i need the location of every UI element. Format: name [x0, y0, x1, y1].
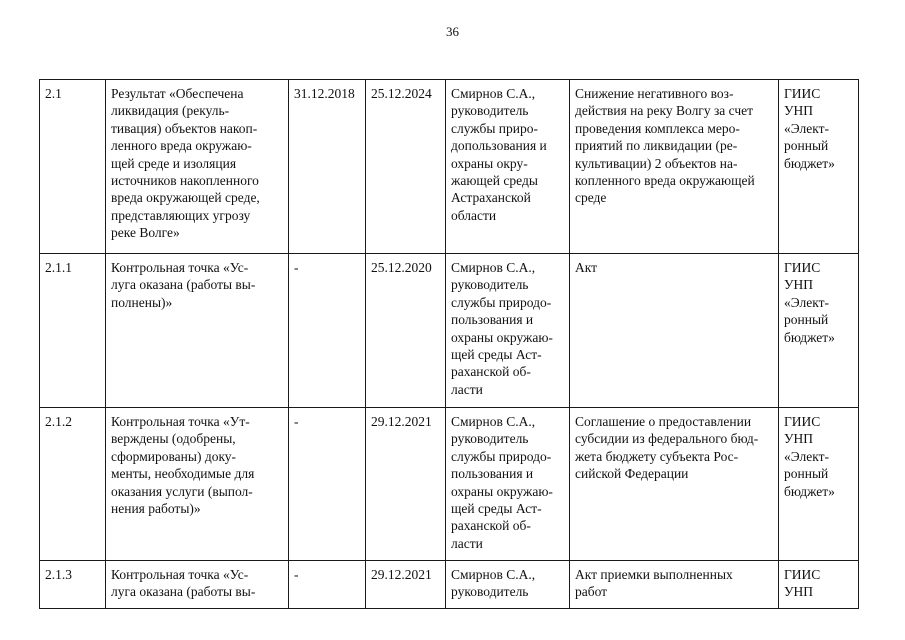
cell-text: 2.1.1 [45, 260, 72, 275]
cell-line: представляющих угрозу [111, 207, 251, 223]
start-date-cell [289, 561, 366, 609]
cell-text: 2.1.2 [45, 414, 72, 429]
cell-line: копленного вреда окружающей [575, 173, 755, 189]
cell-line: охраны окружаю- [451, 329, 553, 345]
result-cell [570, 254, 779, 408]
item-number-cell [40, 561, 106, 609]
cell-text: - [294, 567, 299, 582]
cell-line: среде [575, 190, 607, 206]
cell-line: верждены (одобрены, [111, 431, 236, 447]
plan-table [39, 79, 859, 609]
cell-line: проведения комплекса меро- [575, 120, 740, 136]
item-name-cell [106, 561, 289, 609]
cell-line: Контрольная точка «Ут- [111, 414, 250, 429]
cell-line: ГИИС [784, 260, 821, 275]
cell-line: щей среды Аст- [451, 347, 542, 363]
cell-line: бюджет» [784, 329, 835, 345]
cell-line: Результат «Обеспечена [111, 86, 244, 101]
item-number-cell [40, 408, 106, 561]
cell-line: субсидии из федерального бюд- [575, 431, 759, 447]
cell-line: Контрольная точка «Ус- [111, 260, 249, 275]
end-date-cell [366, 561, 446, 609]
info-system-cell [779, 80, 859, 254]
cell-line: щей среде и изоляция [111, 155, 237, 171]
cell-line: Акт [575, 260, 598, 275]
cell-text: 2.1.3 [45, 567, 72, 582]
cell-line: менты, необходимые для [111, 466, 255, 482]
cell-line: жета бюджету субъекта Рос- [575, 448, 739, 464]
cell-line: Соглашение о предоставлении [575, 414, 752, 429]
cell-line: приятий по ликвидации (ре- [575, 138, 738, 154]
cell-line: Смирнов С.А., [451, 260, 536, 275]
start-date-cell [289, 80, 366, 254]
cell-line: «Элект- [784, 294, 829, 310]
cell-line: области [451, 207, 497, 223]
info-system-cell [779, 561, 859, 609]
cell-text: - [294, 260, 299, 275]
cell-line: «Элект- [784, 448, 829, 464]
cell-line: нения работы)» [111, 501, 201, 517]
cell-line: культивации) 2 объектов на- [575, 155, 738, 171]
cell-line: Контрольная точка «Ус- [111, 567, 249, 582]
cell-text: 2.1 [45, 86, 62, 101]
end-date-cell [366, 408, 446, 561]
end-date-cell [366, 80, 446, 254]
cell-line: Смирнов С.А., [451, 86, 536, 101]
cell-line: действия на реку Волгу за счет [575, 103, 754, 119]
cell-line: оказания услуги (выпол- [111, 483, 253, 499]
info-system-cell [779, 408, 859, 561]
cell-line: УНП [784, 584, 814, 600]
cell-line: вреда окружающей среде, [111, 190, 260, 206]
result-cell [570, 80, 779, 254]
responsible-cell [446, 254, 570, 408]
cell-line: охраны окружаю- [451, 483, 553, 499]
cell-line: ГИИС [784, 567, 821, 582]
cell-text: 25.12.2024 [371, 86, 432, 101]
cell-line: раханской об- [451, 518, 531, 534]
cell-line: руководитель [451, 584, 529, 600]
cell-line: руководитель [451, 103, 529, 119]
page-number: 36 [446, 24, 459, 39]
cell-line: УНП [784, 277, 814, 293]
cell-line: щей среды Аст- [451, 501, 542, 517]
cell-line: реке Волге» [111, 225, 180, 241]
cell-line: ронный [784, 138, 829, 154]
cell-line: руководитель [451, 431, 529, 447]
cell-line: Астраханской [451, 190, 531, 206]
cell-line: ласти [451, 381, 483, 397]
cell-line: ГИИС [784, 414, 821, 429]
item-name-cell [106, 408, 289, 561]
table-row [40, 80, 859, 254]
cell-line: раханской об- [451, 364, 531, 380]
cell-line: допользования и [451, 138, 547, 154]
result-cell [570, 561, 779, 609]
item-number-cell [40, 80, 106, 254]
cell-line: бюджет» [784, 483, 835, 499]
cell-line: Снижение негативного воз- [575, 86, 734, 101]
cell-line: ронный [784, 466, 829, 482]
cell-line: Смирнов С.А., [451, 414, 536, 429]
cell-text: - [294, 414, 299, 429]
item-name-cell [106, 254, 289, 408]
result-cell [570, 408, 779, 561]
cell-line: службы приро- [451, 120, 538, 136]
cell-line: тивация) объектов накоп- [111, 120, 258, 136]
responsible-cell [446, 80, 570, 254]
cell-line: работ [575, 584, 608, 600]
start-date-cell [289, 408, 366, 561]
cell-text: 25.12.2020 [371, 260, 432, 275]
cell-text: 31.12.2018 [294, 86, 355, 101]
table-row [40, 408, 859, 561]
cell-line: ликвидация (рекуль- [111, 103, 230, 119]
cell-line: ленного вреда окружаю- [111, 138, 252, 154]
cell-line: службы природо- [451, 294, 552, 310]
cell-line: УНП [784, 103, 814, 119]
cell-line: ласти [451, 535, 483, 551]
cell-line: бюджет» [784, 155, 835, 171]
cell-line: руководитель [451, 277, 529, 293]
cell-line: жающей среды [451, 173, 538, 189]
cell-line: службы природо- [451, 448, 552, 464]
start-date-cell [289, 254, 366, 408]
cell-line: Акт приемки выполненных [575, 567, 733, 582]
item-number-cell [40, 254, 106, 408]
cell-line: ронный [784, 312, 829, 328]
cell-line: Смирнов С.А., [451, 567, 536, 582]
info-system-cell [779, 254, 859, 408]
cell-line: луга оказана (работы вы- [111, 277, 256, 293]
table-row [40, 561, 859, 609]
responsible-cell [446, 561, 570, 609]
cell-line: сийской Федерации [575, 466, 689, 482]
end-date-cell [366, 254, 446, 408]
table-row [40, 254, 859, 408]
cell-line: полнены)» [111, 294, 173, 310]
cell-line: «Элект- [784, 120, 829, 136]
cell-line: луга оказана (работы вы- [111, 584, 256, 600]
cell-text: 29.12.2021 [371, 567, 432, 582]
cell-line: охраны окру- [451, 155, 528, 171]
item-name-cell [106, 80, 289, 254]
cell-line: пользования и [451, 466, 534, 482]
cell-line: источников накопленного [111, 173, 259, 189]
cell-line: УНП [784, 431, 814, 447]
responsible-cell [446, 408, 570, 561]
cell-text: 29.12.2021 [371, 414, 432, 429]
cell-line: сформированы) доку- [111, 448, 237, 464]
cell-line: ГИИС [784, 86, 821, 101]
cell-line: пользования и [451, 312, 534, 328]
